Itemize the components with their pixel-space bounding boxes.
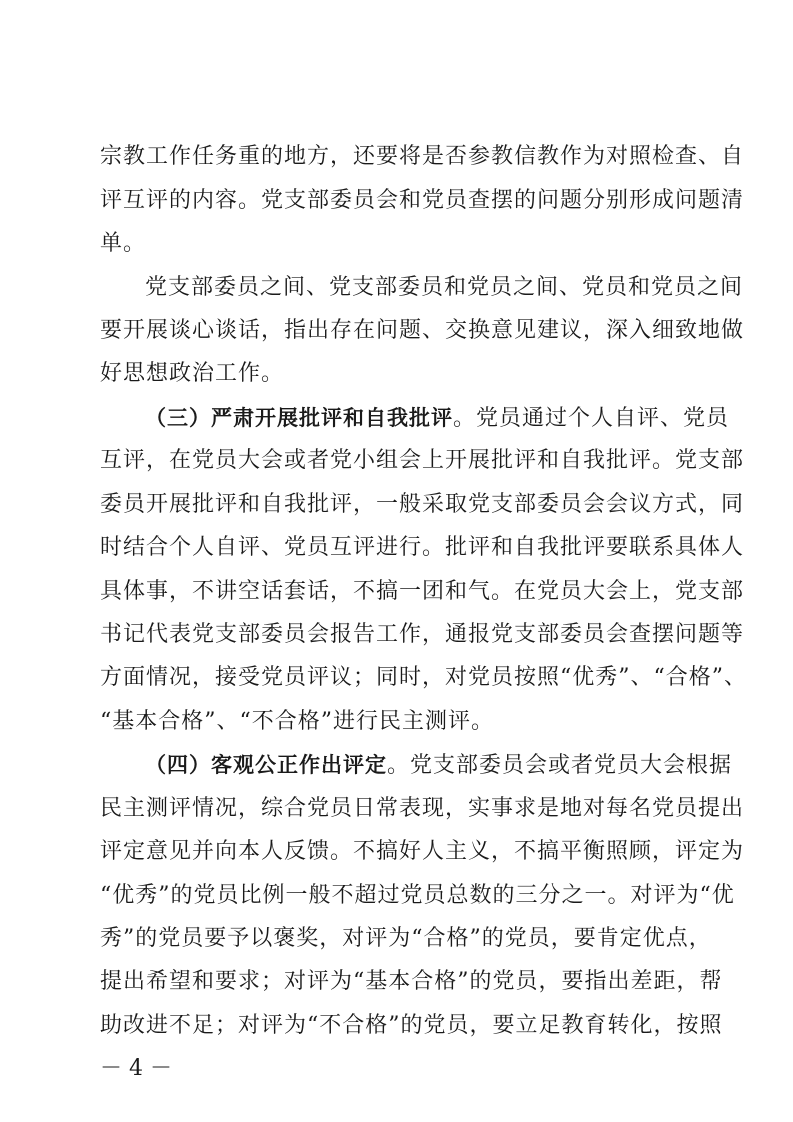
paragraph-3-line-5: 具体事，不讲空话套话，不搞一团和气。在党员大会上，党支部	[100, 579, 745, 604]
paragraph-4-line-3: 评定意见并向本人反馈。不搞好人主义，不搞平衡照顾，评定为	[100, 839, 745, 864]
paragraph-3-heading: （三）严肃开展批评和自我批评	[145, 406, 453, 430]
paragraph-3-line-7: 方面情况，接受党员评议；同时，对党员按照“优秀”、“合格”、	[100, 665, 747, 690]
paragraph-3-line-6: 书记代表党支部委员会报告工作，通报党支部委员会查摆问题等	[100, 622, 745, 647]
paragraph-4-line-1-text: 。党支部委员会或者党员大会根据	[387, 753, 733, 778]
paragraph-4-line-6: 提出希望和要求；对评为“基本合格”的党员，要指出差距，帮	[100, 969, 723, 994]
paragraph-1-line-1: 宗教工作任务重的地方，还要将是否参教信教作为对照检查、自	[100, 144, 745, 169]
paragraph-3-line-1-text: 。党员通过个人自评、党员	[453, 406, 730, 431]
paragraph-4-line-7: 助改进不足；对评为“不合格”的党员，要立足教育转化，按照	[100, 1013, 723, 1038]
paragraph-2-line-1: 党支部委员之间、党支部委员和党员之间、党员和党员之间	[145, 275, 744, 300]
paragraph-1-line-2: 评互评的内容。党支部委员会和党员查摆的问题分别形成问题清	[100, 188, 745, 213]
paragraph-4-line-1	[145, 745, 733, 785]
paragraph-3-line-8: “基本合格”、“不合格”进行民主测评。	[100, 709, 494, 734]
paragraph-3-line-4: 时结合个人自评、党员互评进行。批评和自我批评要联系具体人	[100, 535, 745, 560]
paragraph-3-line-3: 委员开展批评和自我批评，一般采取党支部委员会会议方式，同	[100, 492, 745, 517]
paragraph-4-line-4: “优秀”的党员比例一般不超过党员总数的三分之一。对评为“优	[100, 883, 735, 908]
paragraph-2-line-3: 好思想政治工作。	[100, 361, 285, 386]
paragraph-3-line-2: 互评，在党员大会或者党小组会上开展批评和自我批评。党支部	[100, 448, 745, 473]
page-number: － 4 －	[100, 1056, 172, 1081]
paragraph-3-line-1	[145, 398, 730, 438]
paragraph-4-heading: （四）客观公正作出评定	[145, 753, 387, 777]
paragraph-4-line-5: 秀”的党员要予以褒奖，对评为“合格”的党员，要肯定优点，	[100, 926, 712, 951]
paragraph-2-line-2: 要开展谈心谈话，指出存在问题、交换意见建议，深入细致地做	[100, 318, 745, 343]
paragraph-4-line-2: 民主测评情况，综合党员日常表现，实事求是地对每名党员提出	[100, 796, 745, 821]
paragraph-1-line-3: 单。	[100, 231, 147, 256]
